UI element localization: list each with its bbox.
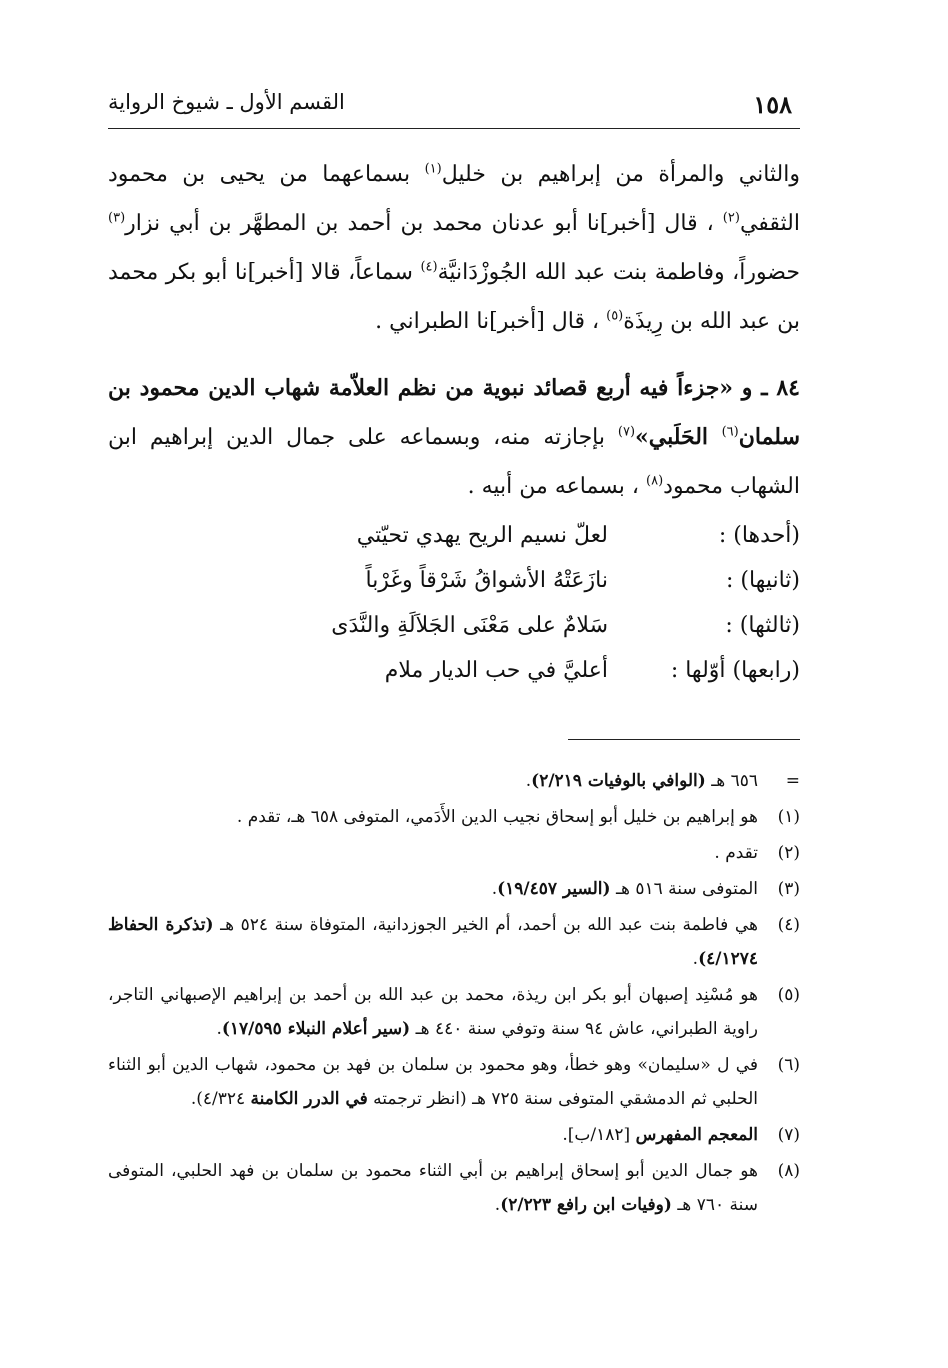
entry-number: ٨٤ ـ و (733, 375, 800, 401)
footnote-5 (108, 978, 800, 1046)
footnote-8 (108, 1154, 800, 1222)
p2-text-a: بإجازته منه، وبسماعه على جمال الدين إبراهيم ابن الشهاب محمود (108, 425, 800, 499)
footnote-marker: (٧) (777, 1125, 800, 1145)
footnote-text: تقدم . (714, 843, 758, 863)
footnote-ref-7[interactable]: (٧) (617, 424, 636, 440)
poem-row (108, 517, 800, 562)
footnote-marker: (٢) (777, 843, 800, 863)
footnote-ref-8[interactable]: (٨) (646, 473, 664, 489)
footnote-marker: = (785, 771, 800, 791)
poem-verse: نازَعَتْهُ الأشواقُ شَرْقاً وغَرْباً (365, 568, 608, 593)
poem-label: (رابعها) أوّلها : (670, 658, 800, 683)
footnote-text: ٦٥٦ هـ (705, 771, 758, 791)
footnote-source: (وفيات ابن رافع ٢/٢٢٣) (500, 1195, 672, 1215)
footnote-text: المتوفى سنة ٥١٦ هـ (610, 879, 758, 899)
footnote-divider (568, 739, 800, 740)
poem-label: (أحدها) : (718, 523, 800, 548)
footnote-text: . (525, 771, 532, 791)
footnote-source: (السير ١٩/٤٥٧) (497, 879, 611, 899)
footnote-source: المعجم المفهرس (635, 1125, 758, 1145)
footnote-marker: (٥) (777, 985, 800, 1005)
poem-verse: أعليَّ في حب الديار ملام (384, 658, 608, 683)
footnote-7 (108, 1118, 800, 1152)
footnote-marker: (٦) (777, 1055, 800, 1075)
footnote-marker: (٤) (777, 915, 800, 935)
poem-label: (ثالثها) : (725, 613, 800, 638)
footnote-source: (الوافي بالوفيات ٢/٢١٩) (531, 771, 706, 791)
footnote-continuation (108, 764, 800, 798)
p1-text-f: ، قال [أخبر]نا الطبراني . (375, 309, 607, 334)
footnote-text: . (491, 879, 498, 899)
entry-title: «جزءاً فيه أربع قصائد نبوية من نظم العلاّمة شهاب الدين محمود بن سلمان (108, 375, 800, 450)
footnote-4 (108, 908, 800, 976)
footnote-text: . (692, 949, 699, 969)
footnote-text: [١٨٢/ب]. (562, 1125, 636, 1145)
footnote-marker: (١) (777, 807, 800, 827)
p1-text-c: ، قال [أخبر]نا أبو عدنان محمد بن أحمد بن المطهَّر بن أبي نزار (125, 211, 723, 236)
footnote-text: هو إبراهيم بن خليل أبو إسحاق نجيب الدين الأَدَمي، المتوفى ٦٥٨ هـ، تقدم . (236, 807, 758, 827)
footnote-text: هو جمال الدين أبو إسحاق إبراهيم بن أبي الثناء محمود بن سلمان بن فهد الحلبي، المتوفى سنة ٧٦٠ هـ (108, 1161, 758, 1215)
footnote-text: . (494, 1195, 501, 1215)
footnote-source: في الدرر الكامنة (250, 1089, 368, 1109)
footnote-text: هو مُسْنِد إصبهان أبو بكر ابن ريذة، محمد بن عبد الله بن أحمد بن إبراهيم الإصبهاني التاجر، راوية الطبراني، عاش ٩٤ سنة وتوفي سنة ٤٤٠ هـ (108, 985, 758, 1039)
p2-text-b: ، بسماعه من أبيه . (467, 474, 646, 499)
paragraph-1 (108, 150, 800, 346)
footnote-text: ٤/٣٢٤). (190, 1089, 251, 1109)
poem-list (108, 517, 800, 697)
running-title: القسم الأول ـ شيوخ الرواية (108, 90, 345, 114)
poem-verse: سَلامٌ على مَعْنَى الجَلاَلَةِ والنَّدَى (331, 613, 608, 638)
footnote-source: (سير أعلام النبلاء ١٧/٥٩٥) (221, 1019, 411, 1039)
footnote-2 (108, 836, 800, 870)
header-divider (108, 128, 800, 129)
footnote-source: (تذكرة الحفاظ ٤/١٢٧٤) (108, 915, 758, 969)
footnote-1 (108, 800, 800, 834)
footnote-ref-5[interactable]: (٥) (606, 308, 624, 324)
poem-row (108, 652, 800, 697)
footnote-ref-6[interactable]: (٦) (721, 424, 739, 440)
p1-text-e: سماعاً، قالا [أخبر]نا أبو بكر محمد بن عبد الله بن رِيذَة (108, 260, 800, 334)
p1-text-a: والثاني والمرأة من إبراهيم بن خليل (441, 162, 800, 187)
paragraph-84 (108, 364, 800, 511)
page-header (108, 86, 798, 126)
p1-text-d: حضوراً، وفاطمة بنت عبد الله الجُوزْدَانيَّة (437, 260, 800, 285)
footnote-ref-1[interactable]: (١) (424, 161, 442, 177)
footnote-ref-4[interactable]: (٤) (420, 259, 438, 275)
footnote-marker: (٣) (777, 879, 800, 899)
entry-title-end: الحَلَبي» (635, 424, 722, 450)
footnote-3 (108, 872, 800, 906)
footnote-text: هي فاطمة بنت عبد الله بن أحمد، أم الخير الجوزدانية، المتوفاة سنة ٥٢٤ هـ (213, 915, 758, 935)
p1-text-b: بسماعهما من يحيى بن محمود الثقفي (108, 162, 800, 236)
poem-label: (ثانيها) : (725, 568, 800, 593)
page-number: ١٥٨ (753, 90, 792, 119)
footnote-ref-2[interactable]: (٢) (722, 210, 740, 226)
footnote-text: . (216, 1019, 222, 1039)
footnote-marker: (٨) (777, 1161, 800, 1181)
main-text (108, 150, 800, 697)
footnotes (108, 764, 800, 1224)
footnote-text: في ل «سليمان» وهو خطأ، وهو محمود بن سلمان بن فهد بن محمود، شهاب الدين أبو الثناء الحلبي ثم الدمشقي المتوفى سنة ٧٢٥ هـ (انظر ترجمته (108, 1055, 758, 1109)
poem-row (108, 607, 800, 652)
poem-verse: لعلّ نسيم الريح يهدي تحيّتي (356, 523, 608, 548)
footnote-6 (108, 1048, 800, 1116)
footnote-ref-3[interactable]: (٣) (108, 210, 126, 226)
poem-row (108, 562, 800, 607)
